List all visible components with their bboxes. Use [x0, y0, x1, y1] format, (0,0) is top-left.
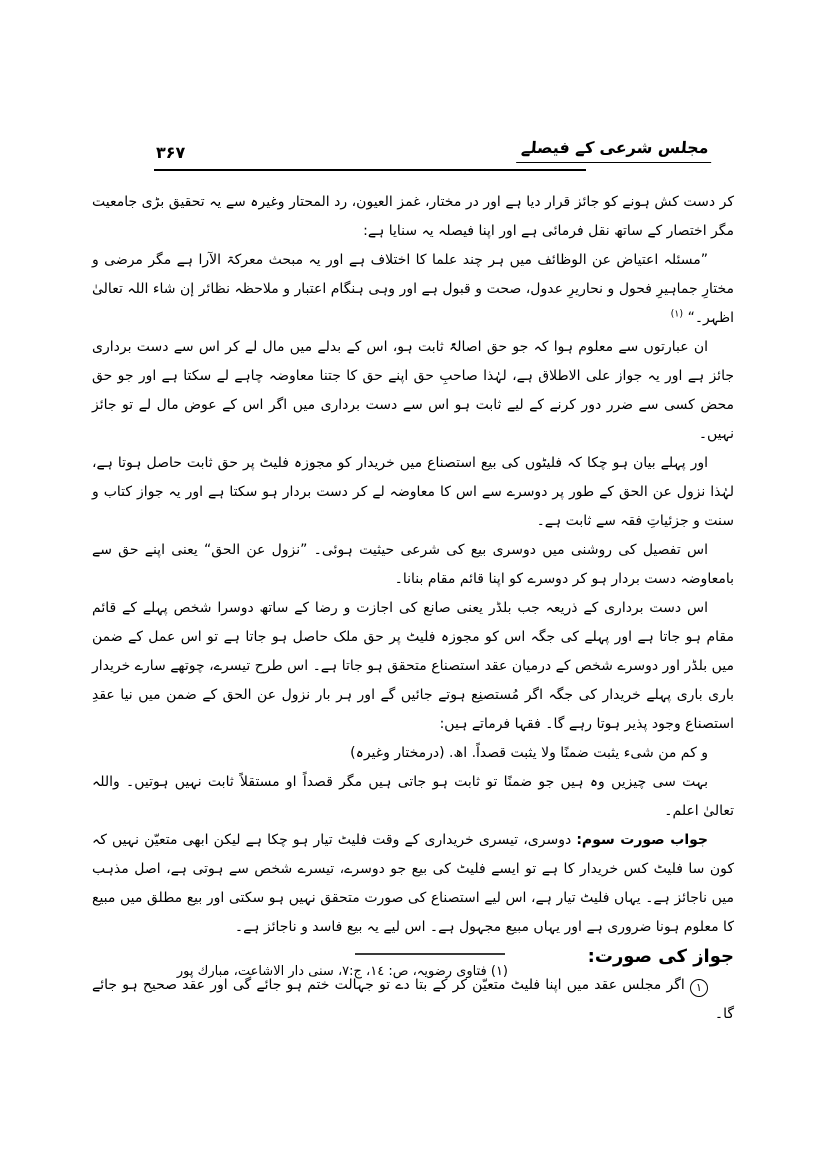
page-header [92, 138, 734, 182]
paragraph-istisna-right: اور پہلے بیان ہو چکا کہ فلیٹوں کی بیع استصناع میں خریدار کو مجوزہ فلیٹ پر حق ثابت حاصل ہوتا ہے، لہٰذا نزول عن الحق کے طور پر دوسرے سے اس کا معاوضہ لے کر دست بردار ہو سکتا ہے اور یہ جواز کتاب و سنت و جزئیاتِ فقہ سے ثابت ہے۔ [92, 455, 734, 529]
arabic-quote [92, 739, 734, 768]
paragraph-answer-case-3 [92, 826, 734, 942]
header-rule [154, 169, 586, 171]
permissibility-heading: جواز کی صورت: [587, 946, 734, 967]
circled-number-1: ۱ [690, 979, 708, 997]
answer-case-3-text: دوسری، تیسری خریداری کے وقت فلیٹ تیار ہو چکا ہے لیکن ابھی متعیّن نہیں کہ کون سا فلیٹ کس خریدار کا ہے تو ایسے فلیٹ کی بیع جو دوسرے، تیسرے شخص سے ہوتی ہے، اصل مذہب میں ناجائز ہے۔ یہاں فلیٹ تیار ہے، اس لیے استصناع کی صورت متحقق نہیں ہو سکتی اور بیع مطلق میں مبیع کا معلوم ہونا ضروری ہے اور یہاں مبیع مجہول ہے۔ اس لیے یہ بیع فاسد و ناجائز ہے۔ [92, 832, 734, 935]
page-number: ۳۶۷ [156, 143, 186, 162]
paragraph-arabic-translation: بہت سی چیزیں وہ ہیں جو ضمنًا تو ثابت ہو جاتی ہیں مگر قصداً او مستقلاً ثابت نہیں ہوتیں۔ واللہ تعالیٰ اعلم۔ [92, 774, 734, 819]
footnote: (۱) فتاوی رضویہ، ص: ١٤، ج:٧، سنی دار الاشاعت، مبارك پور [176, 964, 508, 979]
book-title: مجلس شرعی کے فیصلے [516, 138, 713, 163]
paragraph-continuation: کر دست کش ہونے کو جائز قرار دیا ہے اور در مختار، غمز العیون، رد المحتار وغیرہ سے یہ تحقیق بڑی جامعیت مگر اختصار کے ساتھ نقل فرمائی ہے اور اپنا فیصلہ یہ سنایا ہے: [92, 194, 734, 239]
paragraph-transfer-mechanism: اس دست برداری کے ذریعہ جب بلڈر یعنی صانع کی اجازت و رضا کے ساتھ دوسرا شخص پہلے کے قائم مقام ہو جاتا ہے اور پہلے کی جگہ اس کو مجوزہ فلیٹ پر حق ملک حاصل ہو جاتا ہے تو اس عمل کے ضمن میں بلڈر اور دوسرے شخص کے درمیان عقد استصناع متحقق ہو جاتا ہے۔ اس طرح تیسرے، چوتھے سارے خریدار باری باری پہلے خریدار کی جگہ اگر مُستصنِع ہوتے جائیں گے اور ہر بار نزول عن الحق کے ضمن میں نیا عقدِ استصناع وجود پذیر ہوتا رہے گا۔ فقہا فرماتے ہیں: [92, 600, 734, 732]
paragraph-second-sale-status: اس تفصیل کی روشنی میں دوسری بیع کی شرعی حیثیت ہوئی۔ ”نزول عن الحق“ یعنی اپنے حق سے بامعاوضہ دست بردار ہو کر دوسرے کو اپنا قائم مقام بنانا۔ [92, 542, 734, 587]
footnote-marker-1: (۱) [670, 308, 684, 320]
footnote-separator [355, 953, 505, 955]
arabic-quote-source: (درمختار وغیرہ) [350, 745, 445, 761]
answer-case-3-label: جواب صورت سوم: [576, 832, 708, 848]
list-item-1-text: اگر مجلس عقد میں اپنا فلیٹ متعیّن کر کے بتا دے تو جہالت ختم ہو جائے گی اور عقد صحیح ہو جائے گا۔ [92, 977, 734, 1022]
arabic-quote-text: و کم من شیء یثبت ضمنًا ولا یثبت قصداً. اھ. [449, 745, 708, 761]
quote-text: ”مسئلہ اعتیاض عن الوظائف میں ہر چند علما کا اختلاف ہے اور یہ مبحث معرکۃ الآرا ہے مگر مرضی و مختارِ جماہیرِ فحول و نحاریرِ عدول، صحت و قبول ہے اور وہی ہنگام اعتبار و ملاحظہ نظائر إن شاء اللہ تعالیٰ اظہر۔“ [92, 252, 734, 326]
quote-paragraph [92, 246, 734, 333]
paragraph-conclusion-from-quotes: ان عبارتوں سے معلوم ہوا کہ جو حق اصالۃً ثابت ہو، اس کے بدلے میں مال لے کر اس سے دست برداری جائز ہے اور یہ جواز علی الاطلاق ہے، لہٰذا صاحبِ حق اپنے حق کا جتنا معاوضہ چاہے لے سکتا ہے اور جو حق محض کسی سے ضرر دور کرنے کے لیے ثابت ہو اس سے دست برداری میں اگر اس کے عوض مال لے تو جائز نہیں۔ [92, 339, 734, 442]
